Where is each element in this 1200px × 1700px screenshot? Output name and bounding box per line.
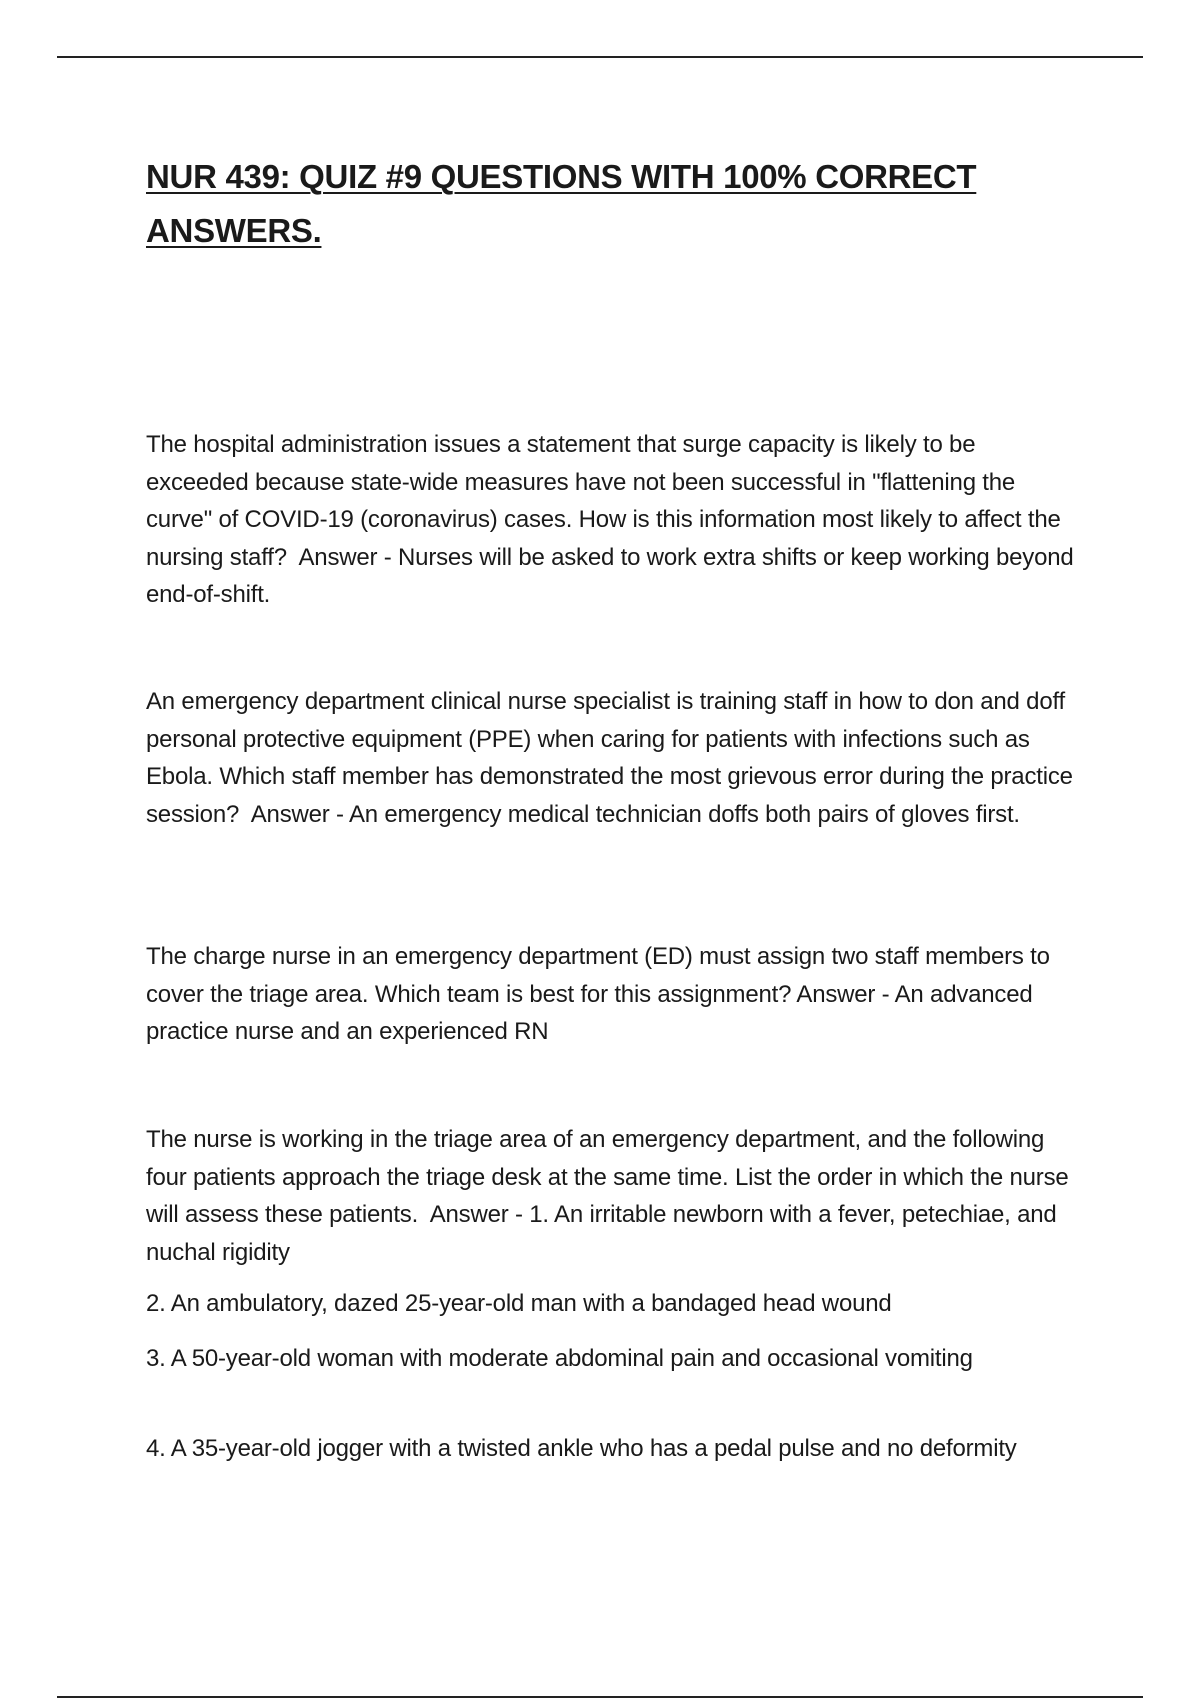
question-text: The charge nurse in an emergency department (ED) must assign two staff members to cover the triage area. Which team is best for this assignment? [146,943,1050,1008]
header-rule [57,56,1143,58]
question-block [146,1121,1076,1271]
question-block [146,938,1076,1051]
answer-text: Answer - Nurses will be asked to work extra shifts or keep working beyond end-of-shift. [146,543,1074,608]
page-title: NUR 439: QUIZ #9 QUESTIONS WITH 100% CORRECT ANSWERS. [146,158,977,249]
answer-text: Answer - An advanced practice nurse and an experienced RN [146,980,1033,1045]
answer-text: Answer - 1. An irritable newborn with a fever, petechiae, and nuchal rigidity [146,1201,1057,1266]
answer-text: Answer - An emergency medical technician doffs both pairs of gloves first. [250,800,1020,828]
question-block [146,683,1076,833]
question-text: The hospital administration issues a statement that surge capacity is likely to be exceeded because state-wide measures have not been successful in "flattening the curve" of COVID-19 (coronavirus) cases. How is this information most likely to affect the nursing staff? [146,431,1061,571]
footer-rule [57,1696,1143,1698]
list-item: 2. An ambulatory, dazed 25-year-old man with a bandaged head wound [146,1290,892,1317]
question-block [146,426,1076,614]
list-item: 4. A 35-year-old jogger with a twisted ankle who has a pedal pulse and no deformity [146,1435,1017,1462]
question-text: An emergency department clinical nurse specialist is training staff in how to don and doff personal protective equipment (PPE) when caring for patients with infections such as Ebola. Which staff member has demonstrated the most grievous error during the practice session? [146,688,1073,828]
list-item: 3. A 50-year-old woman with moderate abdominal pain and occasional vomiting [146,1345,973,1372]
question-text: The nurse is working in the triage area of an emergency department, and the following four patients approach the triage desk at the same time. List the order in which the nurse will assess these patients. [146,1126,1069,1228]
